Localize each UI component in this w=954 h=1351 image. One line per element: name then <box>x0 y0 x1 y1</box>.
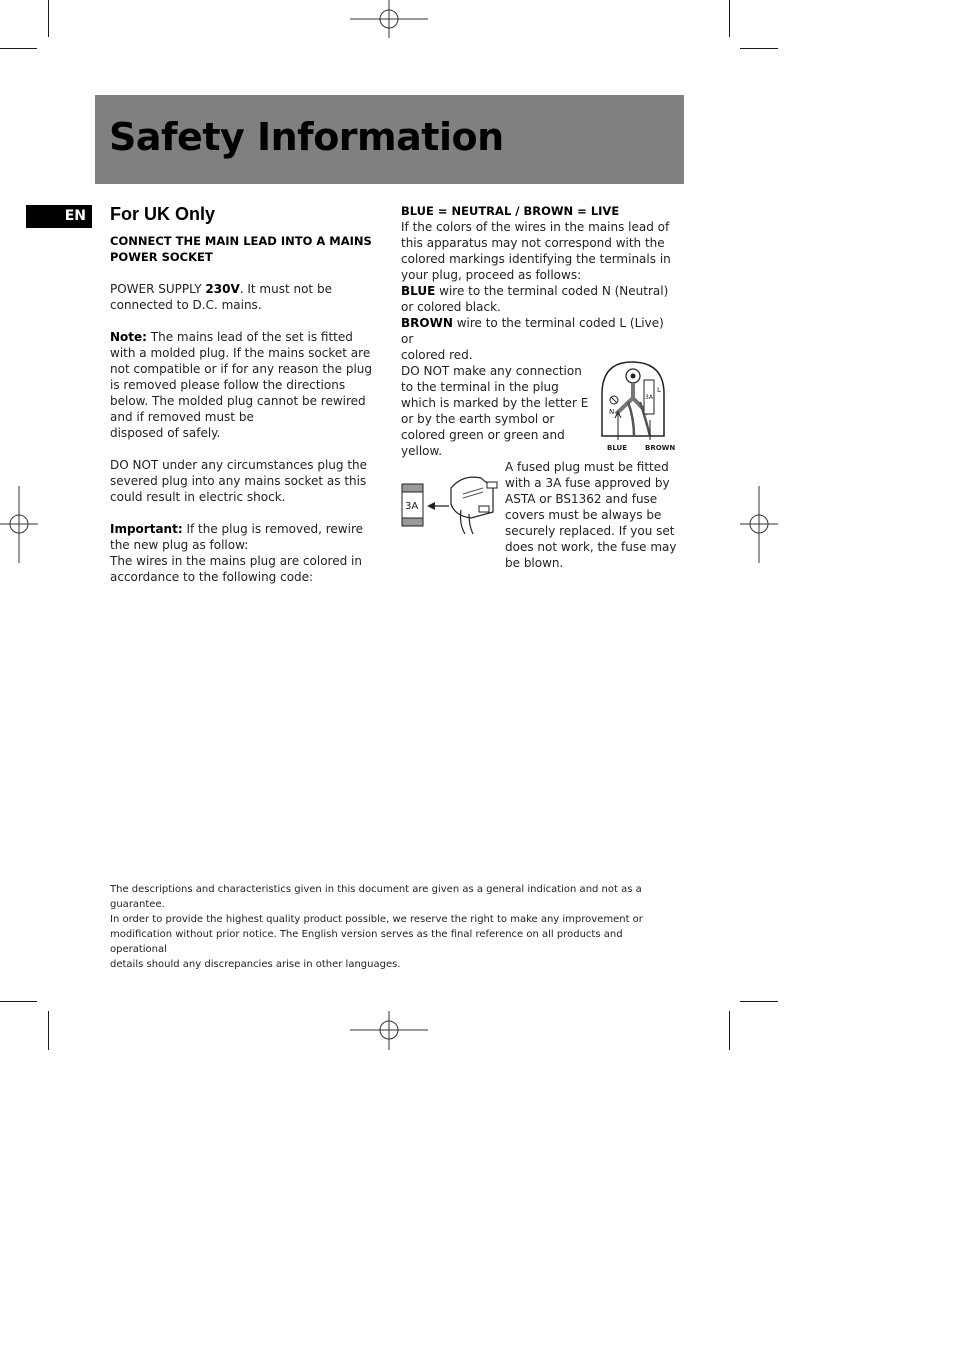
power-supply-paragraph <box>110 281 382 313</box>
wire-colors-paragraph: If the colors of the wires in the mains lead of this apparatus may not correspond with the colored markings identifying the terminals in your plug, proceed as follows: <box>401 220 671 282</box>
plug-wiring-diagram <box>596 358 680 454</box>
disclaimer-line: In order to provide the highest quality product possible, we reserve the right to make any improvement or <box>110 914 643 925</box>
section-title: For UK Only <box>110 204 216 224</box>
note-text: The mains lead of the set is fitted with a molded plug. If the mains socket are not compatible or if for any reason the plug is removed please follow the directions below. The molded plug cannot be rewired and if removed must be <box>110 330 373 424</box>
fuse-label: 3A <box>405 501 419 512</box>
note-label: Note: <box>110 330 147 344</box>
disclaimer-line: modification without prior notice. The English version serves as the final reference on all products and operational <box>110 929 623 955</box>
brown-wire-paragraph-end: colored red. <box>401 348 473 362</box>
brown-wire-paragraph <box>401 315 676 347</box>
power-supply-value: 230V <box>205 282 240 296</box>
wire-code-heading: BLUE = NEUTRAL / BROWN = LIVE <box>401 204 620 218</box>
right-column <box>401 203 676 363</box>
fuse-notice <box>505 459 677 571</box>
disclaimer-line: details should any discrepancies arise in other languages. <box>110 959 401 970</box>
connect-heading: CONNECT THE MAIN LEAD INTO A MAINS POWER SOCKET <box>110 234 372 264</box>
important-text: If the plug is removed, rewire the new plug as follow: <box>110 522 363 552</box>
disclaimer-line: The descriptions and characteristics given in this document are given as a general indication and not as a guarantee. <box>110 884 642 910</box>
power-supply-suffix: . It must not be connected to D.C. mains. <box>110 282 332 312</box>
important-label: Important: <box>110 522 183 536</box>
terminal-neutral-label: N <box>609 408 615 416</box>
earth-warning-text: DO NOT make any connection to the terminal in the plug which is marked by the letter E or by the earth symbol or colored green or green and yellow. <box>401 364 589 458</box>
wires-paragraph: The wires in the mains plug are colored in accordance to the following code: <box>110 554 362 584</box>
blue-wire-label: BLUE <box>607 444 628 452</box>
note-paragraph-end: disposed of safely. <box>110 426 221 440</box>
header-band <box>95 95 684 184</box>
disclaimer <box>110 882 680 972</box>
fuse-diagram <box>401 466 501 538</box>
blue-text: wire to the terminal coded N (Neutral) or colored black. <box>401 284 669 314</box>
brown-wire-label: BROWN <box>645 444 676 452</box>
left-column <box>110 203 382 585</box>
earth-warning <box>401 363 591 459</box>
blue-label: BLUE <box>401 284 436 298</box>
language-badge: EN <box>26 205 92 228</box>
terminal-live-label: L <box>657 386 661 394</box>
power-supply-prefix: POWER SUPPLY <box>110 282 206 296</box>
important-paragraph <box>110 521 382 553</box>
brown-label: BROWN <box>401 316 453 330</box>
note-paragraph <box>110 329 382 425</box>
fuse-notice-text: A fused plug must be fitted with a 3A fuse approved by ASTA or BS1362 and fuse covers must be always be securely replaced. If you set does not work, the fuse may be blown. <box>505 460 677 570</box>
page-title: Safety Information <box>109 115 504 159</box>
brown-text: wire to the terminal coded L (Live) or <box>401 316 664 346</box>
fuse-rating-label: 3A <box>645 394 653 401</box>
severed-plug-warning: DO NOT under any circumstances plug the severed plug into any mains socket as this could result in electric shock. <box>110 458 368 504</box>
blue-wire-paragraph <box>401 283 676 315</box>
